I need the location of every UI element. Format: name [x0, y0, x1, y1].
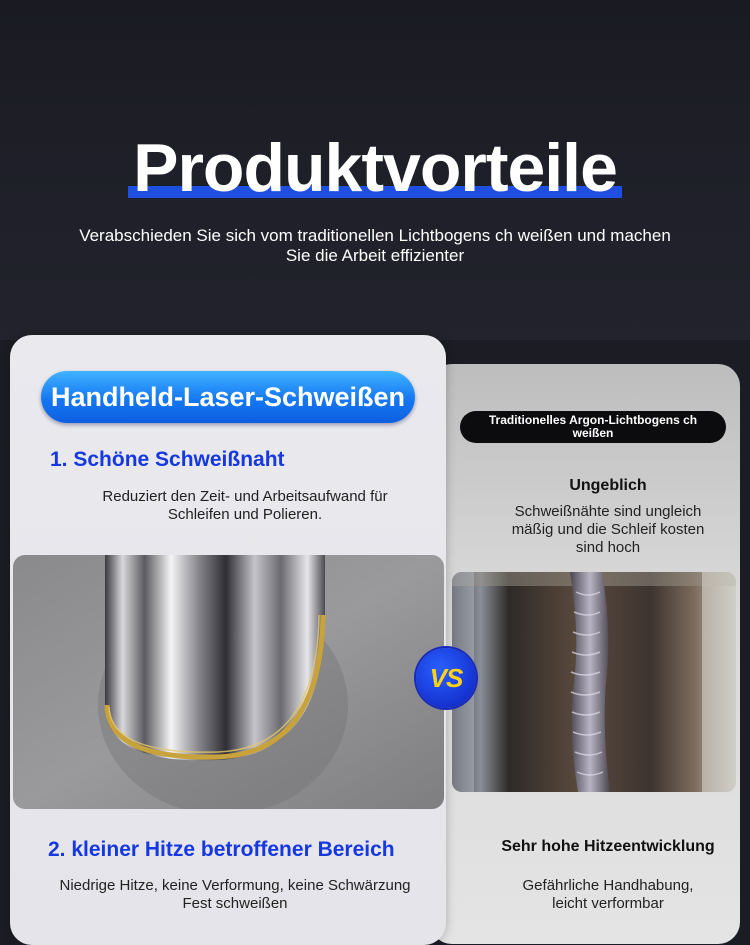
laser-weld-photo	[13, 555, 444, 809]
traditional-welding-badge: Traditionelles Argon-Lichtbogens ch weißen	[460, 411, 726, 443]
laser-point2-text	[30, 877, 440, 913]
subtitle-line-1: Verabschieden Sie sich vom traditionellen Lichtbogens ch weißen und machen	[79, 226, 671, 245]
traditional-point2-title: Sehr hohe Hitzeentwicklung	[501, 838, 715, 855]
laser-point1-text	[40, 488, 450, 524]
laser-point2-title: 2. kleiner Hitze betroffener Bereich	[48, 838, 395, 861]
laser-point2-line2: Fest schweißen	[182, 895, 288, 912]
laser-point2-line1: Niedrige Hitze, keine Verformung, keine Schwärzung	[59, 877, 411, 894]
traditional-point2-line2: leicht verformbar	[552, 895, 664, 912]
traditional-point1-line2: mäßig und die Schleif kosten	[511, 521, 705, 538]
laser-point1-line2: Schleifen und Polieren.	[167, 506, 323, 523]
traditional-point1-line1: Schweißnähte sind ungleich	[514, 503, 702, 520]
traditional-weld-photo	[452, 572, 736, 792]
traditional-point2-text	[470, 877, 746, 913]
traditional-point2-line1: Gefährliche Handhabung,	[522, 877, 694, 894]
traditional-point1-text	[470, 503, 746, 557]
vs-badge	[416, 648, 476, 708]
page-title: Produktvorteile	[133, 130, 617, 206]
arc-weld-image	[452, 572, 736, 792]
page-subtitle	[40, 226, 710, 266]
laser-welding-badge: Handheld-Laser-Schweißen	[41, 371, 415, 423]
subtitle-line-2: Sie die Arbeit effizienter	[285, 246, 465, 265]
traditional-point1-title: Ungeblich	[569, 477, 647, 494]
laser-point1-title: 1. Schöne Schweißnaht	[50, 448, 285, 471]
laser-weld-image	[13, 555, 444, 809]
laser-point1-line1: Reduziert den Zeit- und Arbeitsaufwand für	[102, 488, 388, 505]
traditional-point1-line3: sind hoch	[575, 539, 641, 556]
vs-label: VS	[429, 662, 463, 693]
